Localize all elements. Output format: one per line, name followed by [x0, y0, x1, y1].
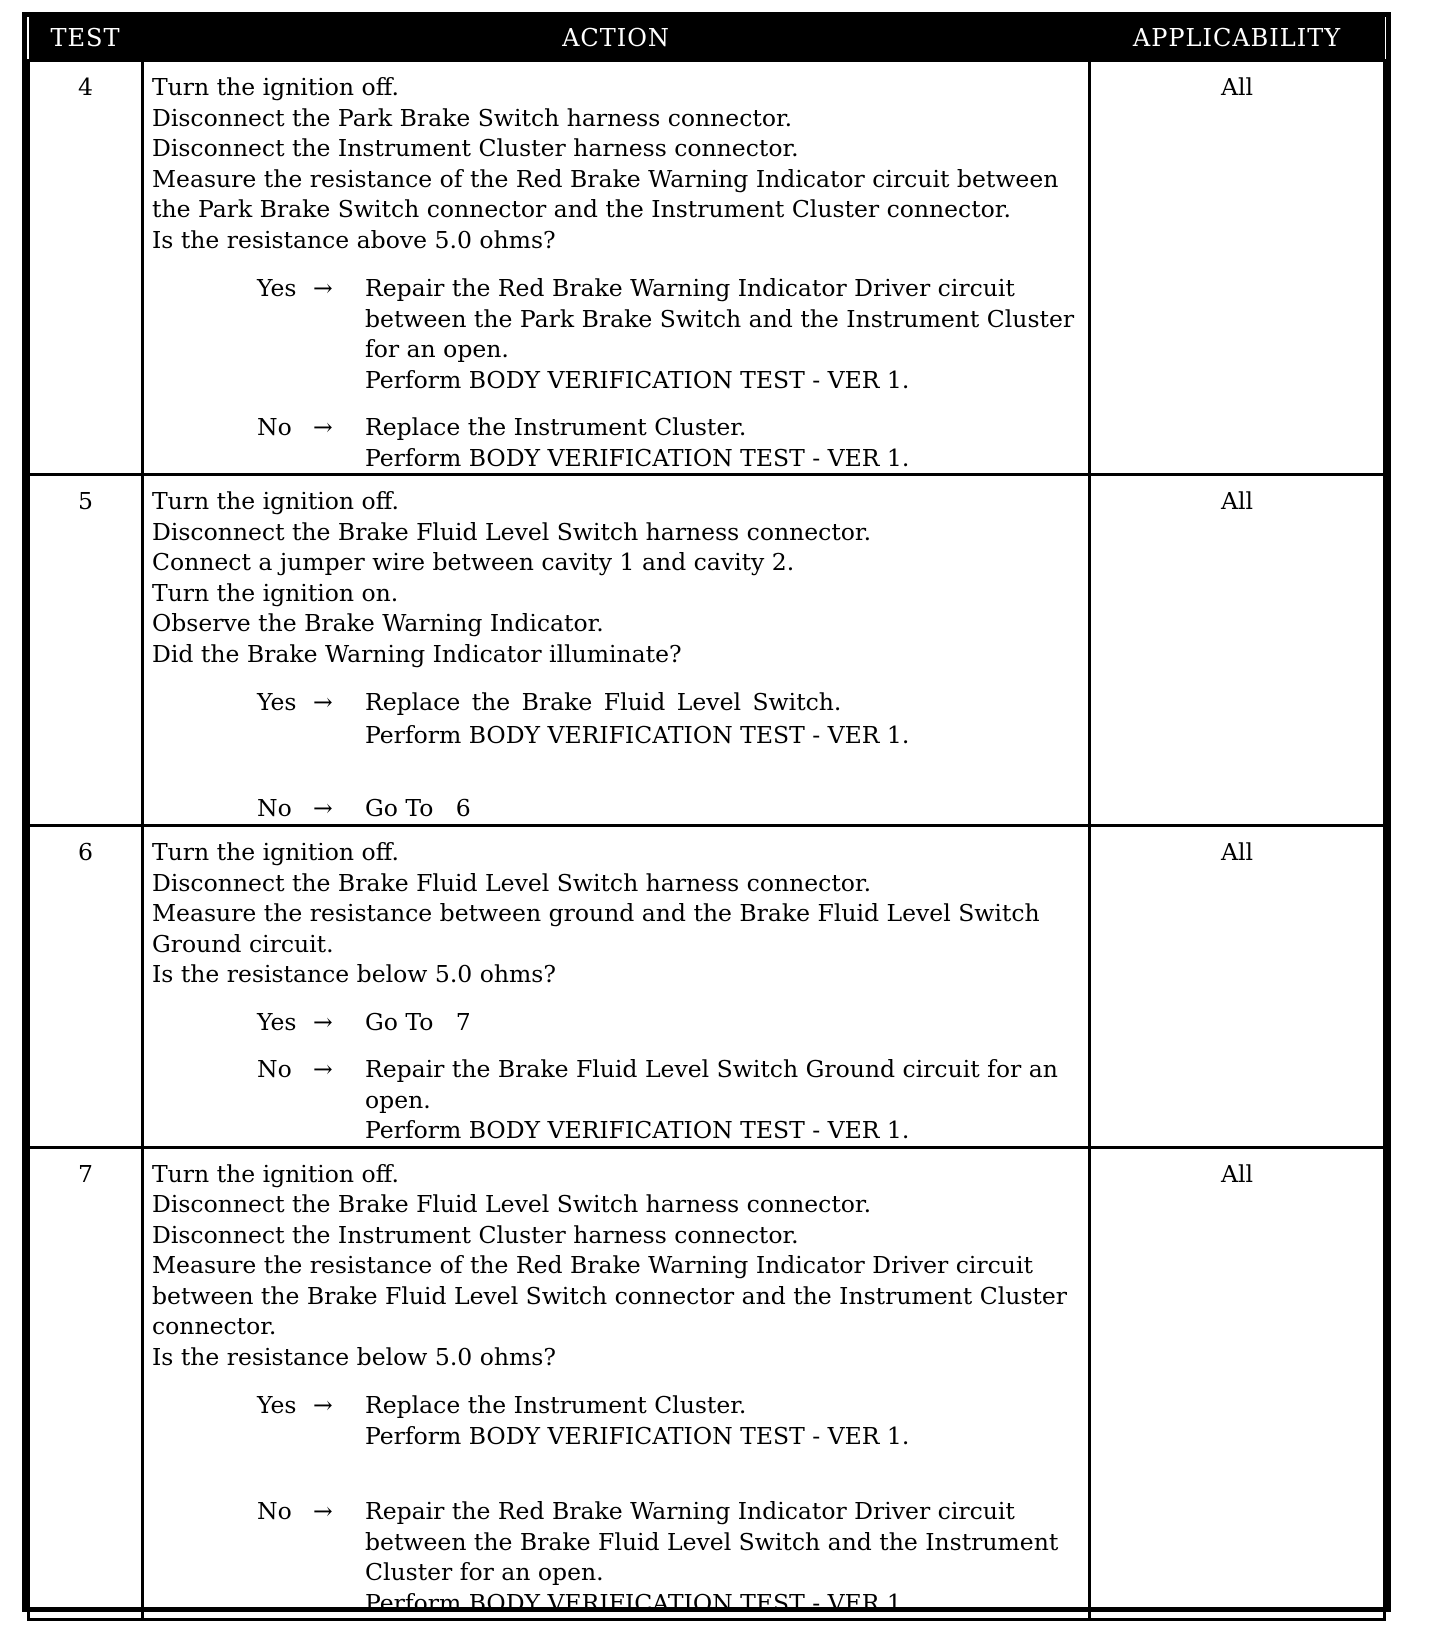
test-number: 7 [29, 1147, 143, 1620]
yes-response-line: Repair the Red Brake Warning Indicator Driver circuit between the Park Brake Switch and the Instrument Cluster for an open. [365, 274, 1075, 363]
no-label: No [257, 413, 292, 441]
action-statement: Turn the ignition on. [152, 578, 399, 607]
yes-response [257, 687, 1082, 750]
yes-response [257, 1007, 1082, 1038]
applicability-value: All [1090, 1147, 1385, 1620]
action-statement: Turn the ignition off. [152, 487, 400, 515]
action-statement: Turn the ignition off. [152, 73, 400, 101]
arrow-icon: → [313, 274, 333, 302]
table-row [29, 475, 1385, 826]
action-statement: Connect a jumper wire between cavity 1 and cavity 2. [152, 548, 795, 576]
no-response-line: Perform BODY VERIFICATION TEST - VER 1. [365, 443, 910, 472]
test-number: 5 [29, 475, 143, 826]
action-cell [143, 826, 1090, 1148]
yes-response-line: Replace the Brake Fluid Level Switch. [365, 688, 842, 716]
yes-label: Yes [257, 688, 297, 716]
no-label: No [257, 1055, 292, 1083]
action-statement: Disconnect the Brake Fluid Level Switch harness connector. [152, 1190, 872, 1218]
arrow-icon: → [313, 1007, 333, 1036]
no-response [257, 793, 1082, 824]
applicability-value: All [1090, 826, 1385, 1148]
diagnostic-test-table [22, 12, 1391, 1617]
yes-label: Yes [257, 1391, 297, 1419]
yes-response [257, 1390, 1082, 1451]
yes-response [257, 273, 1082, 395]
no-label: No [257, 1497, 292, 1525]
no-label: No [257, 794, 292, 822]
no-response [257, 1054, 1082, 1146]
yes-response-line: Perform BODY VERIFICATION TEST - VER 1. [365, 720, 910, 749]
table-row [29, 61, 1385, 475]
no-response-line: Perform BODY VERIFICATION TEST - VER 1. [365, 1116, 910, 1144]
action-statement: Observe the Brake Warning Indicator. [152, 609, 604, 637]
arrow-icon: → [313, 1055, 333, 1083]
yes-response-line: Perform BODY VERIFICATION TEST - VER 1. [365, 365, 910, 394]
no-response-line: Repair the Red Brake Warning Indicator Driver circuit between the Brake Fluid Level Switch and the Instrument Cluster for an open. [365, 1497, 1059, 1586]
header-test: TEST [29, 17, 143, 61]
arrow-icon: → [313, 794, 333, 822]
action-statement: Measure the resistance of the Red Brake Warning Indicator circuit between the Park Brake Switch connector and the Instrument Cluster connector. [152, 164, 1059, 223]
yes-response-line: Perform BODY VERIFICATION TEST - VER 1. [365, 1421, 910, 1450]
header-applicability: APPLICABILITY [1090, 17, 1385, 61]
action-cell [143, 61, 1090, 475]
table-header-row [29, 17, 1385, 61]
arrow-icon: → [313, 1497, 333, 1525]
action-statement: Disconnect the Park Brake Switch harness connector. [152, 103, 793, 132]
no-response [257, 1496, 1082, 1618]
applicability-value: All [1090, 475, 1385, 826]
action-cell [143, 1147, 1090, 1620]
action-statement: Disconnect the Instrument Cluster harness connector. [152, 1220, 799, 1249]
test-number: 6 [29, 826, 143, 1148]
action-statement: Measure the resistance of the Red Brake Warning Indicator Driver circuit between the Brake Fluid Level Switch connector and the Instrument Cluster connector. [152, 1251, 1067, 1340]
table-row [29, 1147, 1385, 1620]
action-statement: Disconnect the Instrument Cluster harness connector. [152, 134, 799, 162]
no-response [257, 412, 1082, 473]
table-row [29, 826, 1385, 1148]
action-statement: Is the resistance below 5.0 ohms? [152, 1342, 556, 1371]
no-response-line: Perform BODY VERIFICATION TEST - VER 1. [365, 1588, 910, 1617]
no-response-line: Go To 6 [365, 794, 471, 822]
action-statement: Did the Brake Warning Indicator illuminate? [152, 639, 682, 668]
action-cell [143, 475, 1090, 826]
arrow-icon: → [313, 413, 333, 441]
yes-response-line: Go To 7 [365, 1007, 471, 1036]
no-response-line: Repair the Brake Fluid Level Switch Ground circuit for an open. [365, 1055, 1058, 1114]
yes-label: Yes [257, 274, 297, 302]
applicability-value: All [1090, 61, 1385, 475]
header-action: ACTION [143, 17, 1090, 61]
test-number: 4 [29, 61, 143, 475]
yes-response-line: Replace the Instrument Cluster. [365, 1391, 747, 1419]
yes-label: Yes [257, 1007, 297, 1036]
action-statement: Is the resistance below 5.0 ohms? [152, 960, 556, 988]
action-statement: Disconnect the Brake Fluid Level Switch harness connector. [152, 868, 872, 897]
arrow-icon: → [313, 1391, 333, 1419]
no-response-line: Replace the Instrument Cluster. [365, 413, 747, 441]
arrow-icon: → [313, 688, 333, 716]
action-statement: Turn the ignition off. [152, 1159, 400, 1188]
action-statement: Is the resistance above 5.0 ohms? [152, 225, 556, 254]
action-statement: Turn the ignition off. [152, 838, 400, 866]
action-statement: Measure the resistance between ground and the Brake Fluid Level Switch Ground circuit. [152, 899, 1040, 958]
action-statement: Disconnect the Brake Fluid Level Switch harness connector. [152, 517, 872, 546]
